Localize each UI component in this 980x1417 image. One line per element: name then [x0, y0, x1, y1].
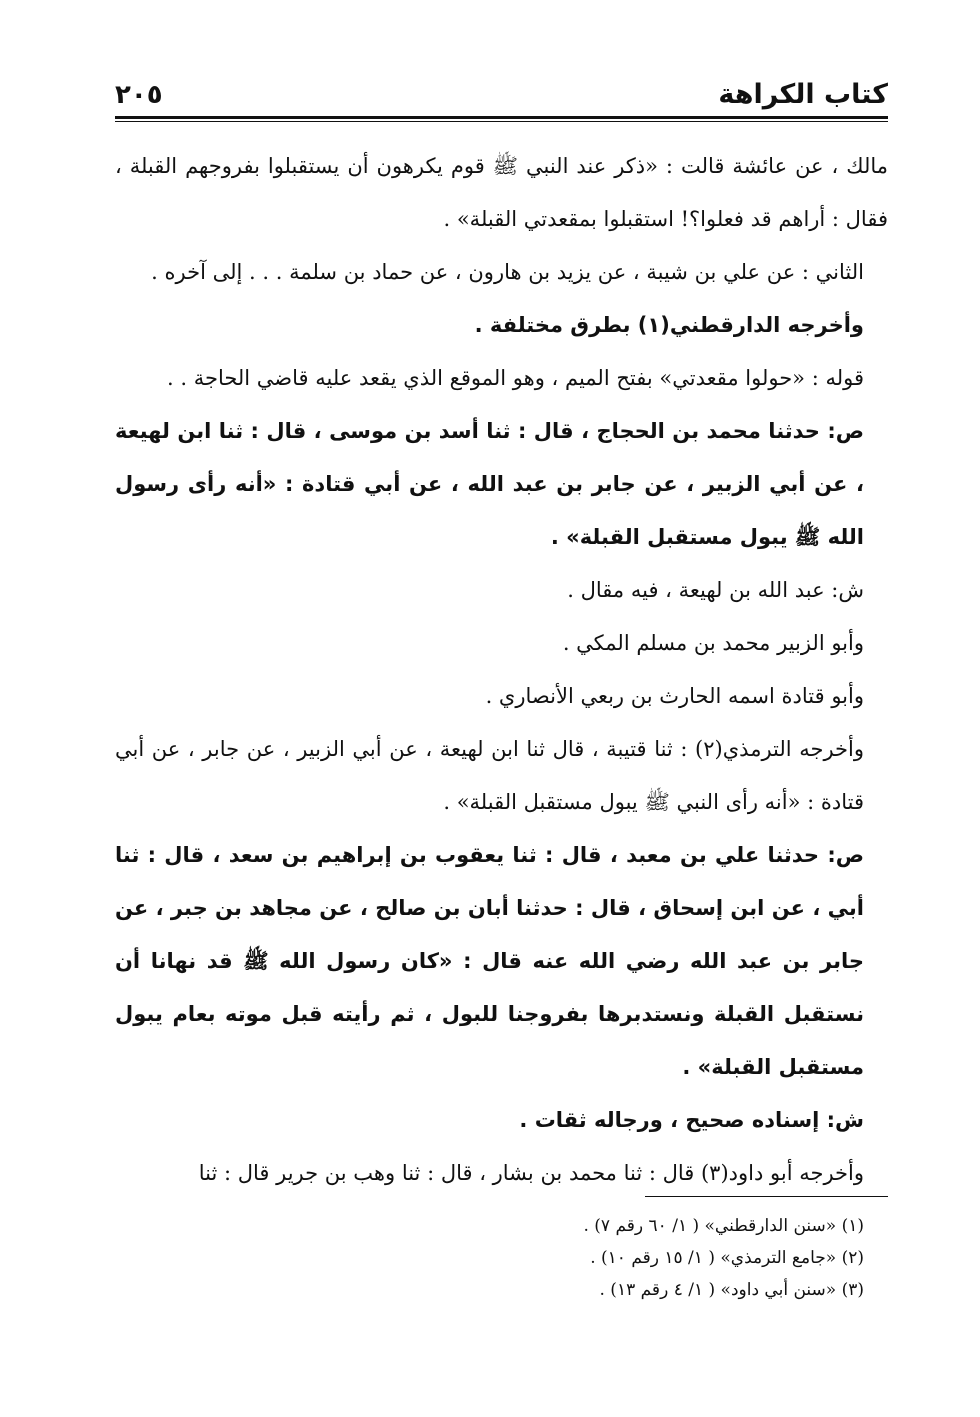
page-body — [115, 140, 888, 1200]
footnote: (٣) «سنن أبي داود» ( ١/ ٤ رقم ١٣) . — [599, 1280, 864, 1300]
paragraph: مالك ، عن عائشة قالت : «ذكر عند النبي ﷺ قوم يكرهون أن يستقبلوا بفروجهم القبلة ، فقال : أراهم قد فعلوا؟! استقبلوا بمقعدتي القبلة» . — [115, 154, 888, 231]
paragraph: ص: حدثنا علي بن معبد ، قال : ثنا يعقوب بن إبراهيم بن سعد ، قال : ثنا أبي ، عن ابن إسحاق ، قال : حدثنا أبان بن صالح ، عن مجاهد بن جبر ، عن جابر بن عبد الله رضي الله عنه قال : «كان رسول الله ﷺ قد نهانا أن نستقبل القبلة ونستدبرها بفروجنا للبول ، ثم رأيته قبل موته بعام يبول مستقبل القبلة» . — [115, 843, 864, 1079]
footnote: (٢) «جامع الترمذي» ( ١/ ١٥ رقم ١٠) . — [590, 1248, 864, 1268]
paragraph: وأبو الزبير محمد بن مسلم المكي . — [562, 631, 864, 655]
footnote: (١) «سنن الدارقطني» ( ١/ ٦٠ رقم ٧) . — [583, 1216, 864, 1236]
running-title: كتاب الكراهة — [718, 79, 888, 110]
header-rule-thin — [115, 121, 888, 122]
paragraph: وأبو قتادة اسمه الحارث بن ربعي الأنصاري . — [485, 684, 864, 708]
header-rule-thick — [115, 116, 888, 119]
footnote-divider — [645, 1196, 888, 1197]
paragraph: الثاني : عن علي بن شيبة ، عن يزيد بن هارون ، عن حماد بن سلمة . . . إلى آخره . — [151, 260, 864, 284]
paragraph: وأخرجه أبو داود(٣) قال : ثنا محمد بن بشار ، قال : ثنا وهب بن جرير قال : ثنا — [198, 1161, 864, 1185]
page-header — [115, 62, 888, 118]
paragraph: وأخرجه الترمذي(٢) : ثنا قتيبة ، قال ثنا ابن لهيعة ، عن أبي الزبير ، عن جابر ، عن أبي قتادة : «أنه رأى النبي ﷺ يبول مستقبل القبلة» . — [115, 737, 864, 814]
paragraph: ش: عبد الله بن لهيعة ، فيه مقال . — [567, 578, 864, 602]
paragraph: وأخرجه الدارقطني(١) بطرق مختلفة . — [474, 313, 864, 337]
paragraph: قوله : «حولوا مقعدتي» بفتح الميم ، وهو الموقع الذي يقعد عليه قاضي الحاجة . . — [167, 366, 864, 390]
paragraph: ش: إسناده صحيح ، ورجاله ثقات . — [519, 1108, 864, 1132]
footnotes — [115, 1210, 888, 1306]
paragraph: ص: حدثنا محمد بن الحجاج ، قال : ثنا أسد بن موسى ، قال : ثنا ابن لهيعة ، عن أبي الزبير ، عن جابر بن عبد الله ، عن أبي قتادة : «أنه رأى رسول الله ﷺ يبول مستقبل القبلة» . — [115, 419, 864, 549]
page-number: ٢٠٥ — [115, 80, 163, 110]
